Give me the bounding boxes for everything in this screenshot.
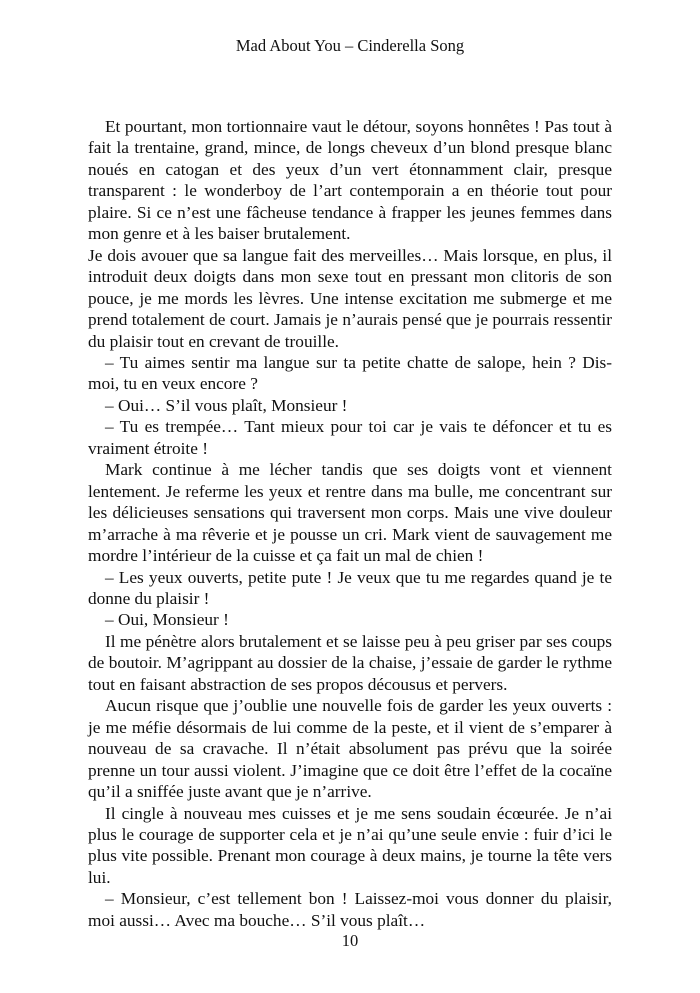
paragraph: Et pourtant, mon tortionnaire vaut le détour, soyons honnêtes ! Pas tout à fait la trentaine, grand, mince, de longs cheveux d’un blond presque blanc noués en catogan et des yeux d’un vert étonnamment clair, presque transparent : le wonderboy de l’art contemporain a en théorie tout pour plaire. Si ce n’est une fâcheuse tendance à frapper les jeunes femmes dans mon genre et à les baiser brutalement. xyxy=(88,117,612,244)
body-text xyxy=(88,116,612,931)
paragraph: Mark continue à me lécher tandis que ses doigts vont et viennent lentement. Je referme les yeux et rentre dans ma bulle, me concentrant sur les délicieuses sensations qui traversent mon corps. Mais une vive douleur m’arrache à ma rêverie et je pousse un cri. Mark vient de sauvagement me mordre l’intérieur de la cuisse et ça fait un mal de chien ! xyxy=(88,460,612,566)
dialogue-line: – Tu aimes sentir ma langue sur ta petite chatte de salope, hein ? Dis-moi, tu en veux encore ? xyxy=(88,352,612,394)
dialogue-line: – Oui, Monsieur ! xyxy=(105,610,229,630)
dialogue-line: – Tu es trempée… Tant mieux pour toi car je vais te défoncer et tu es vraiment étroite ! xyxy=(88,417,612,458)
dialogue-line: – Les yeux ouverts, petite pute ! Je veux que tu me regardes quand je te donne du plaisir ! xyxy=(88,567,612,608)
paragraph: Aucun risque que j’oublie une nouvelle fois de garder les yeux ouverts : je me méfie désormais de lui comme de la peste, et il vient de s’emparer à nouveau de sa cravache. Il n’était absolument pas prévu que la soirée prenne un tour aussi violent. J’imagine que ce doit être l’effet de la cocaïne qu’il a sniffée juste avant que je n’arrive. xyxy=(88,696,612,802)
page-number: 10 xyxy=(341,931,359,950)
paragraph: Il me pénètre alors brutalement et se laisse peu à peu griser par ses coups de boutoir. M’agrippant au dossier de la chaise, j’essaie de garder le rythme tout en faisant abstraction de ses propos décousus et pervers. xyxy=(88,631,612,694)
paragraph: Il cingle à nouveau mes cuisses et je me sens soudain écœurée. Je n’ai plus le courage de supporter cela et je n’ai qu’une seule envie : fuir d’ici le plus vite possible. Prenant mon courage à deux mains, je tourne la tête vers lui. xyxy=(88,803,612,887)
paragraph: Je dois avouer que sa langue fait des merveilles… Mais lorsque, en plus, il introduit deux doigts dans mon sexe tout en pressant mon clitoris de son pouce, je me mords les lèvres. Une intense excitation me submerge et me prend totalement de court. Jamais je n’aurais pensé que je pourrais ressentir du plaisir tout en crevant de trouille. xyxy=(88,245,612,351)
running-header: Mad About You – Cinderella Song xyxy=(235,36,465,55)
dialogue-line: – Oui… S’il vous plaît, Monsieur ! xyxy=(105,395,348,415)
dialogue-line: – Monsieur, c’est tellement bon ! Laissez-moi vous donner du plaisir, moi aussi… Avec ma bouche… S’il vous plaît… xyxy=(88,889,612,930)
